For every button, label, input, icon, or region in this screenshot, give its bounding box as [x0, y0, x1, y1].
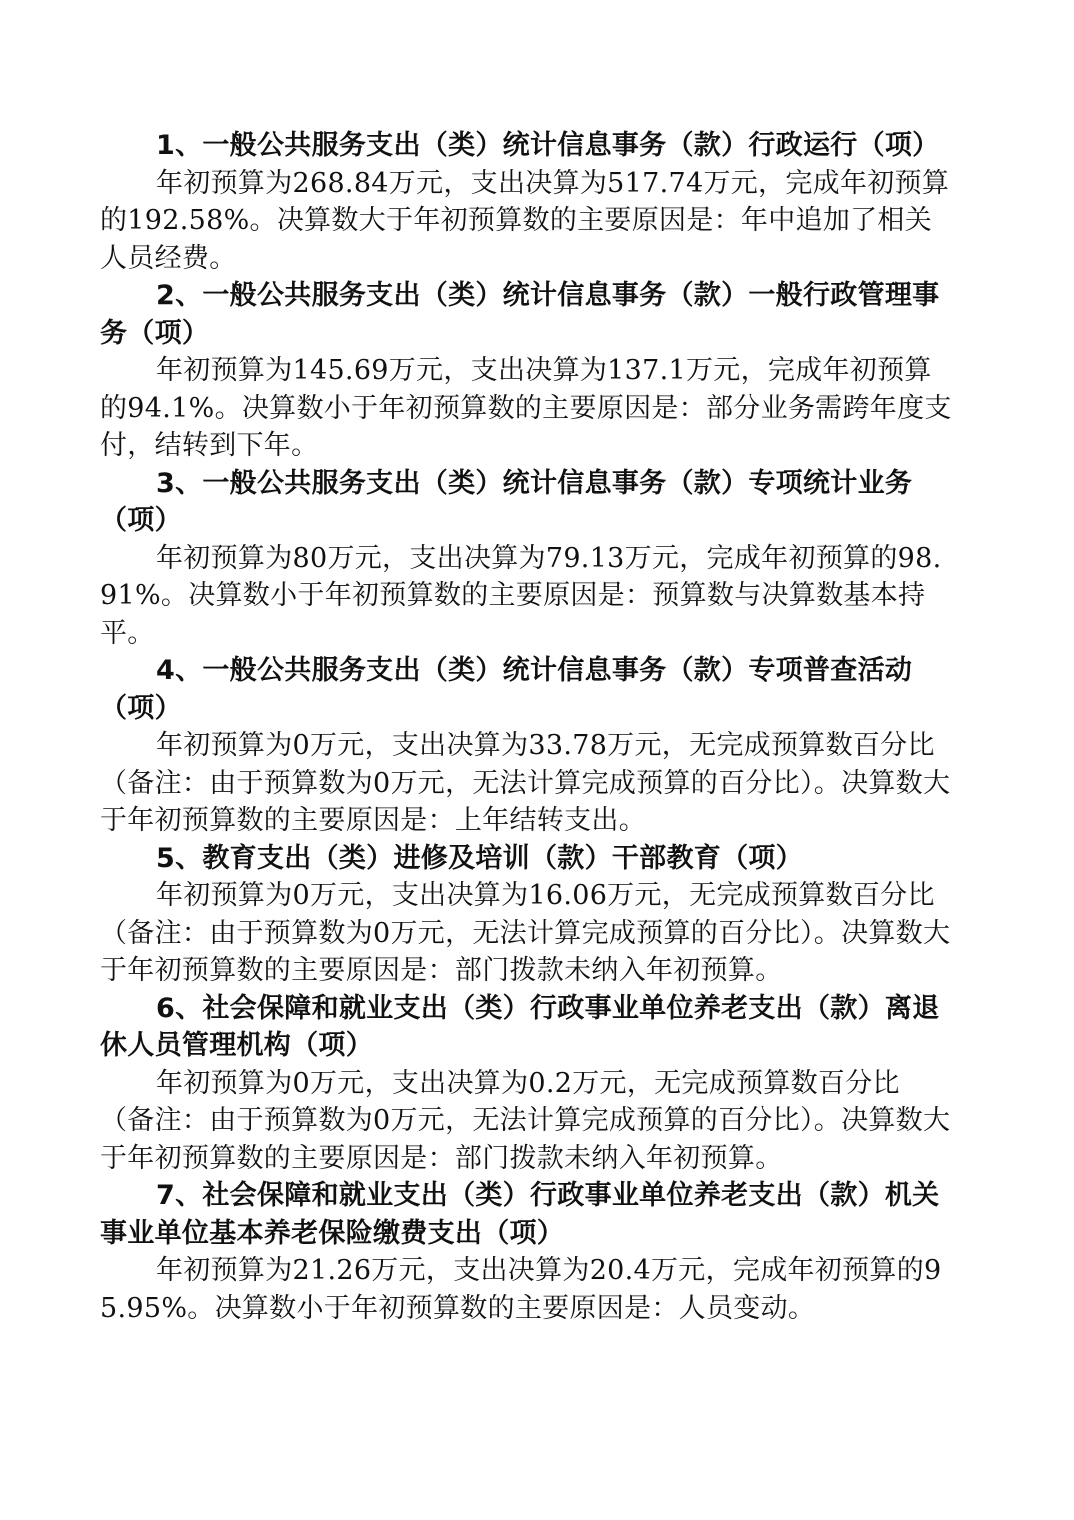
- section-body: 年初预算为80万元，支出决算为79.13万元，完成年初预算的98.91%。决算数小于年初预算数的主要原因是：预算数与决算数基本持平。: [100, 542, 942, 649]
- section-body: 年初预算为0万元，支出决算为33.78万元，无完成预算数百分比（备注：由于预算数为0万元，无法计算完成预算的百分比）。决算数大于年初预算数的主要原因是：上年结转支出。: [100, 730, 951, 836]
- section-heading: 1、一般公共服务支出（类）统计信息事务（款）行政运行（项）: [156, 130, 940, 161]
- section-2: [100, 277, 952, 465]
- section-4: [100, 652, 952, 840]
- section-heading: 7、社会保障和就业支出（类）行政事业单位养老支出（款）机关事业单位基本养老保险缴费支出（项）: [100, 1180, 940, 1249]
- section-body: 年初预算为0万元，支出决算为0.2万元，无完成预算数百分比（备注：由于预算数为0万元，无法计算完成预算的百分比）。决算数大于年初预算数的主要原因是：部门拨款未纳入年初预算。: [100, 1067, 951, 1174]
- section-body: 年初预算为21.26万元，支出决算为20.4万元，完成年初预算的95.95%。决算数小于年初预算数的主要原因是：人员变动。: [100, 1255, 942, 1324]
- section-1: [100, 127, 952, 277]
- section-heading: 2、一般公共服务支出（类）统计信息事务（款）一般行政管理事务（项）: [100, 280, 940, 349]
- document-page: [100, 127, 952, 1327]
- section-heading: 6、社会保障和就业支出（类）行政事业单位养老支出（款）离退休人员管理机构（项）: [100, 992, 940, 1061]
- section-body: 年初预算为268.84万元，支出决算为517.74万元，完成年初预算的192.58%。决算数大于年初预算数的主要原因是：年中追加了相关人员经费。: [100, 167, 950, 274]
- section-3: [100, 465, 952, 653]
- section-body: 年初预算为145.69万元，支出决算为137.1万元，完成年初预算的94.1%。决算数小于年初预算数的主要原因是：部分业务需跨年度支付，结转到下年。: [100, 355, 952, 461]
- section-5: [100, 840, 952, 990]
- section-7: [100, 1177, 952, 1327]
- section-heading: 3、一般公共服务支出（类）统计信息事务（款）专项统计业务（项）: [100, 467, 913, 536]
- section-6: [100, 990, 952, 1178]
- section-body: 年初预算为0万元，支出决算为16.06万元，无完成预算数百分比（备注：由于预算数为0万元，无法计算完成预算的百分比）。决算数大于年初预算数的主要原因是：部门拨款未纳入年初预算。: [100, 880, 951, 986]
- section-heading: 5、教育支出（类）进修及培训（款）干部教育（项）: [156, 842, 803, 874]
- section-heading: 4、一般公共服务支出（类）统计信息事务（款）专项普查活动（项）: [100, 655, 913, 724]
